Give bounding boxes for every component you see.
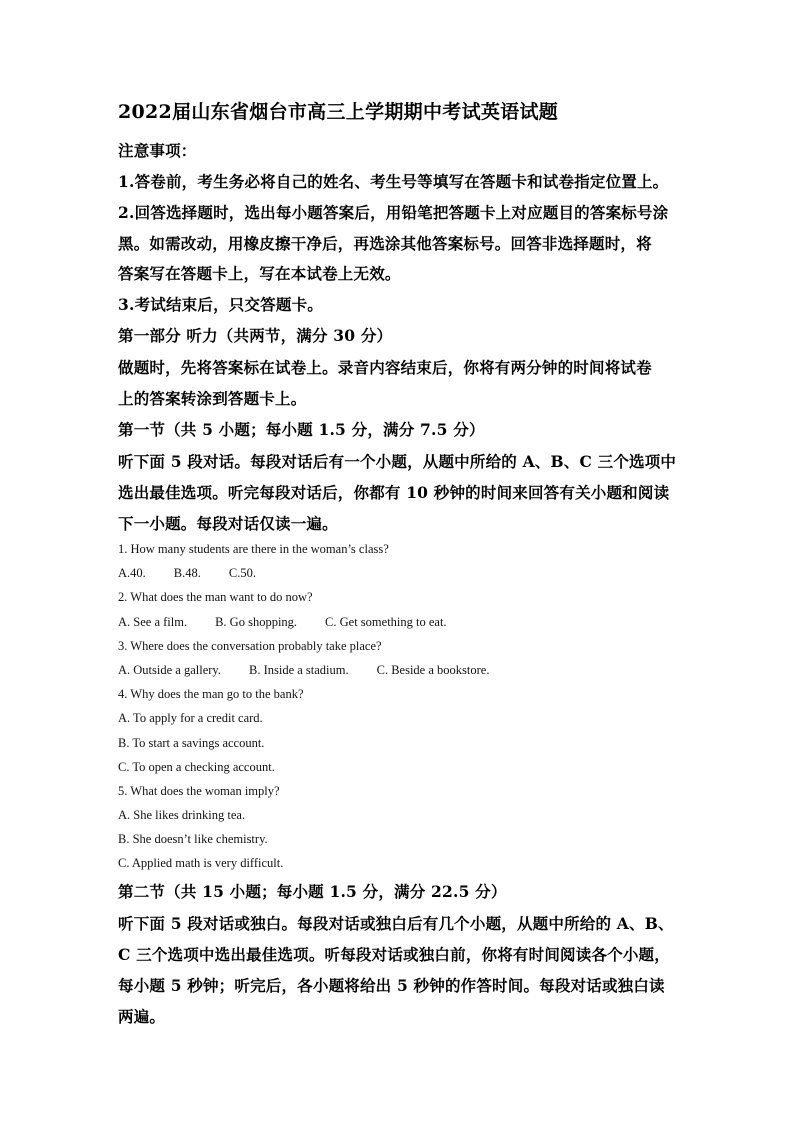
- section2-heading: 第二节（共 15 小题；每小题 1.5 分，满分 22.5 分）: [118, 882, 507, 901]
- question-3-options: [118, 663, 489, 678]
- q3-option-c: C. Beside a bookstore.: [376, 663, 490, 677]
- notice-item-2-cont: 黑。如需改动，用橡皮擦干净后，再选涂其他答案标号。回答非选择题时，将: [118, 234, 652, 253]
- part1-instruction-line-1: 做题时，先将答案标在试卷上。录音内容结束后，你将有两分钟的时间将试卷: [118, 358, 652, 377]
- exam-title: 2022届山东省烟台市高三上学期期中考试英语试题: [118, 101, 559, 123]
- q2-option-a: A. See a film.: [118, 615, 188, 629]
- section2-instruction-line-1: 听下面 5 段对话或独白。每段对话或独白后有几个小题，从题中所给的 A、B、: [118, 914, 674, 933]
- section1-instruction-line-1: 听下面 5 段对话。每段对话后有一个小题，从题中所给的 A、B、C 三个选项中: [118, 452, 677, 471]
- question-2-options: [118, 615, 447, 630]
- question-4-stem: 4. Why does the man go to the bank?: [118, 687, 304, 701]
- question-2-stem: 2. What does the man want to do now?: [118, 590, 313, 604]
- section1-heading: 第一节（共 5 小题；每小题 1.5 分，满分 7.5 分）: [118, 420, 485, 439]
- question-3-stem: 3. Where does the conversation probably take place?: [118, 639, 382, 653]
- q1-option-c: C.50.: [228, 566, 256, 580]
- section2-instruction-line-2: C 三个选项中选出最佳选项。听每段对话或独白前，你将有时间阅读各个小题，: [118, 945, 670, 964]
- q5-option-c: C. Applied math is very difficult.: [118, 856, 284, 870]
- section1-instruction-line-3: 下一小题。每段对话仅读一遍。: [118, 514, 338, 533]
- q2-option-b: B. Go shopping.: [215, 615, 298, 629]
- notice-item-3: 3.考试结束后，只交答题卡。: [118, 295, 323, 314]
- q5-option-b: B. She doesn’t like chemistry.: [118, 832, 268, 846]
- section1-instruction-line-2: 选出最佳选项。听完每段对话后，你都有 10 秒钟的时间来回答有关小题和阅读: [118, 483, 670, 502]
- question-5-stem: 5. What does the woman imply?: [118, 784, 280, 798]
- notice-item-2: 2.回答选择题时，选出每小题答案后，用铅笔把答题卡上对应题目的答案标号涂: [118, 203, 669, 222]
- q2-option-c: C. Get something to eat.: [325, 615, 447, 629]
- question-1-options: [118, 566, 256, 581]
- notice-item-2-cont2: 答案写在答题卡上，写在本试卷上无效。: [118, 264, 401, 283]
- notice-heading: 注意事项：: [118, 141, 197, 160]
- q5-option-a: A. She likes drinking tea.: [118, 808, 246, 822]
- q4-option-b: B. To start a savings account.: [118, 736, 265, 750]
- q4-option-a: A. To apply for a credit card.: [118, 711, 263, 725]
- section2-instruction-line-4: 两遍。: [118, 1007, 166, 1026]
- section2-instruction-line-3: 每小题 5 秒钟；听完后，各小题将给出 5 秒钟的作答时间。每段对话或独白读: [118, 976, 665, 995]
- question-1-stem: 1. How many students are there in the woman’s class?: [118, 542, 389, 556]
- q3-option-a: A. Outside a gallery.: [118, 663, 221, 677]
- q1-option-b: B.48.: [173, 566, 201, 580]
- q4-option-c: C. To open a checking account.: [118, 760, 275, 774]
- part1-heading: 第一部分 听力（共两节，满分 30 分）: [118, 326, 393, 345]
- q1-option-a: A.40.: [118, 566, 146, 580]
- q3-option-b: B. Inside a stadium.: [248, 663, 349, 677]
- part1-instruction-line-2: 上的答案转涂到答题卡上。: [118, 389, 307, 408]
- notice-item-1: 1.答卷前，考生务必将自己的姓名、考生号等填写在答题卡和试卷指定位置上。: [118, 172, 669, 191]
